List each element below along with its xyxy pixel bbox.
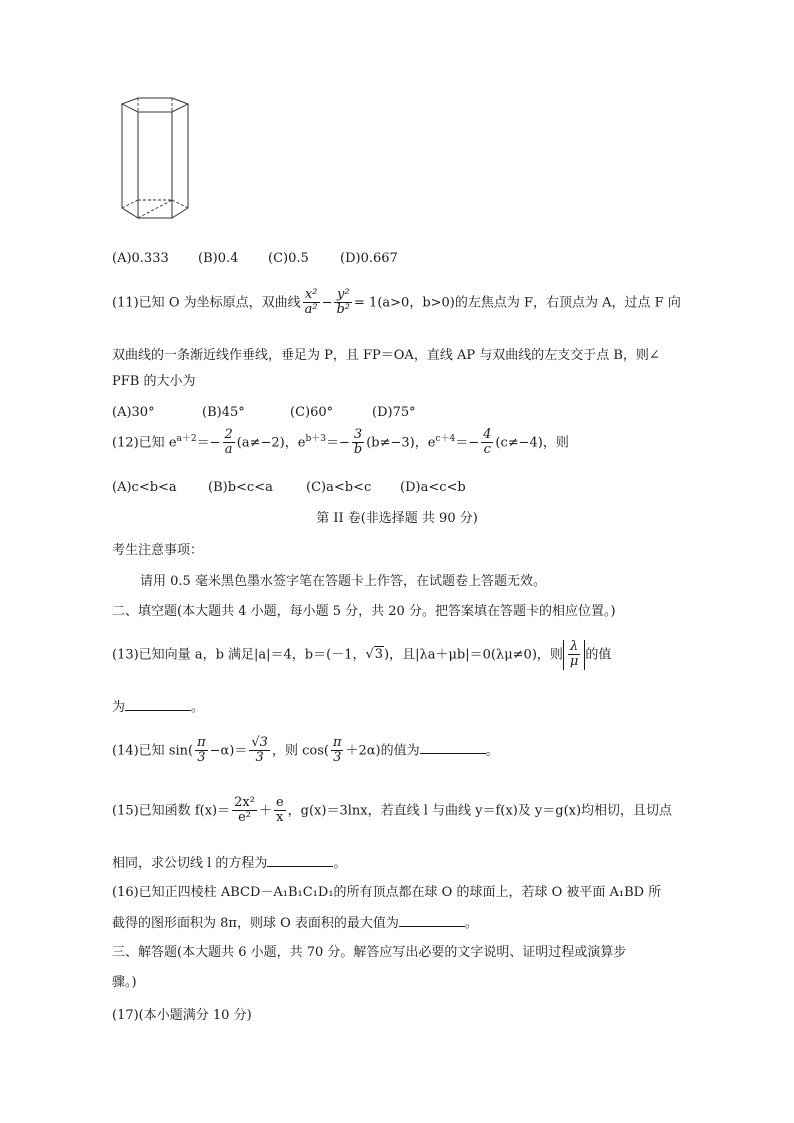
q14-frac-2: $\frac{√3}{3}$ — [251, 735, 268, 766]
q13-line2: 为 。 — [112, 700, 205, 715]
q11-option-c: (C)60° — [290, 405, 334, 420]
q11-suffix: = 1(a>0，b>0)的左焦点为 F，右顶点为 A，过点 F 向 — [354, 295, 681, 311]
q10-options — [112, 251, 398, 267]
q10-option-d: (D)0.667 — [340, 251, 398, 266]
hexagonal-prism-figure — [110, 96, 196, 226]
q17-heading: (17)(本小题满分 10 分) — [112, 1008, 252, 1023]
q12-option-c: (C)a<b<c — [306, 480, 372, 495]
q13-line1: (13)已知向量 a，b 满足|a|＝4，b＝(－1，√3)，且|λa＋μb|＝0(λμ≠0)，则 $\frac{\lambda}{\mu}$ 的值 — [112, 639, 612, 670]
q11-option-a: (A)30° — [112, 405, 155, 420]
q11-option-d: (D)75° — [372, 405, 416, 420]
section2-heading: 二、填空题(本大题共 4 小题，每小题 5 分，共 20 分。把答案填在答题卡的相应位置。) — [112, 604, 616, 619]
q12-option-a: (A)c<b<a — [112, 480, 177, 495]
q12-frac-3: $\frac{4}{c}$ — [483, 427, 492, 458]
part2-title: 第 II 卷(非选择题 共 90 分) — [316, 511, 478, 526]
q14-answer-blank[interactable] — [420, 741, 486, 754]
q11-line1: (11)已知 O 为坐标原点，双曲线 $\frac{\text{x²}}{\text{a²}}$ − $\frac{\text{y²}}{\text{b²}}$ = 1(a>0，b>0)的左焦点为 F，右顶点为 A，过点 F 向 — [112, 287, 681, 318]
q11-prefix: (11)已知 O 为坐标原点，双曲线 — [112, 295, 301, 311]
q10-option-c: (C)0.5 — [268, 251, 309, 266]
q12-options — [112, 480, 466, 496]
section3-heading-line1: 三、解答题(本大题共 6 小题，共 70 分。解答应写出必要的文字说明、证明过程或演算步 — [112, 945, 627, 960]
q14-frac-3: $\frac{\pi}{3}$ — [332, 735, 342, 766]
q11-frac-x: $\frac{\text{x²}}{\text{a²}}$ — [304, 287, 318, 318]
q10-option-b: (B)0.4 — [198, 251, 239, 266]
q15-line1: (15)已知函数 f(x)＝ $\frac{\text{2x²}}{\text{e²}}$ ＋ $\frac{e}{x}$ ，g(x)＝3lnx，若直线 l 与曲线 y＝f(x)及 y＝g(x)均相切，且切点 — [112, 795, 673, 826]
notice-title: 考生注意事项： — [112, 543, 204, 558]
q14-frac-1: $\frac{\pi}{3}$ — [197, 735, 206, 766]
q13-answer-blank[interactable] — [125, 698, 191, 711]
q16-answer-blank[interactable] — [399, 914, 465, 927]
q10-option-a: (A)0.333 — [112, 251, 169, 266]
q12-frac-2: $\frac{3}{b}$ — [353, 427, 363, 458]
q12-option-b: (B)b<c<a — [208, 480, 273, 495]
q15-answer-blank[interactable] — [267, 854, 333, 867]
q12-option-d: (D)a<c<b — [400, 480, 466, 495]
q16-line2: 截得的图形面积为 8π，则球 O 表面积的最大值为 。 — [112, 916, 478, 931]
q15-frac-2: $\frac{e}{x}$ — [275, 795, 284, 826]
q11-options — [112, 405, 416, 421]
section3-heading-line2: 骤。) — [112, 975, 137, 990]
q11-frac-y: $\frac{\text{y²}}{\text{b²}}$ — [336, 287, 351, 318]
q12-line1: (12)已知 $e^{a+2}=-$ $\frac{2}{a}$ (a≠−2)，$e^{b+3}=-$ $\frac{3}{b}$ (b≠−3)，$e^{c+4}=-$ $\frac{4}{c}$ (c≠−4)，则 — [112, 427, 569, 458]
q13-abs-frac: $\frac{\lambda}{\mu}$ — [563, 640, 585, 670]
q13-sqrt: √3 — [365, 647, 384, 663]
q11-option-b: (B)45° — [202, 405, 245, 420]
q11-line3: PFB 的大小为 — [112, 374, 196, 389]
notice-body: 请用 0.5 毫米黑色墨水签字笔在答题卡上作答，在试题卷上答题无效。 — [140, 574, 546, 589]
q15-frac-1: $\frac{\text{2x²}}{\text{e²}}$ — [234, 795, 255, 826]
q11-line2: 双曲线的一条渐近线作垂线，垂足为 P，且 FP＝OA，直线 AP 与双曲线的左支交于点 B，则∠ — [112, 348, 660, 363]
q14-line: (14)已知 sin( $\frac{\pi}{3}$ −α)＝ $\frac{√3}{3}$ ，则 cos( $\frac{\pi}{3}$ ＋2α)的值为 。 — [112, 735, 499, 766]
q12-frac-1: $\frac{2}{a}$ — [224, 427, 233, 458]
q16-line1: (16)已知正四棱柱 ABCD－A₁B₁C₁D₁的所有顶点都在球 O 的球面上，若球 O 被平面 A₁BD 所 — [112, 885, 662, 900]
q15-line2: 相同，求公切线 l 的方程为 。 — [112, 856, 347, 871]
